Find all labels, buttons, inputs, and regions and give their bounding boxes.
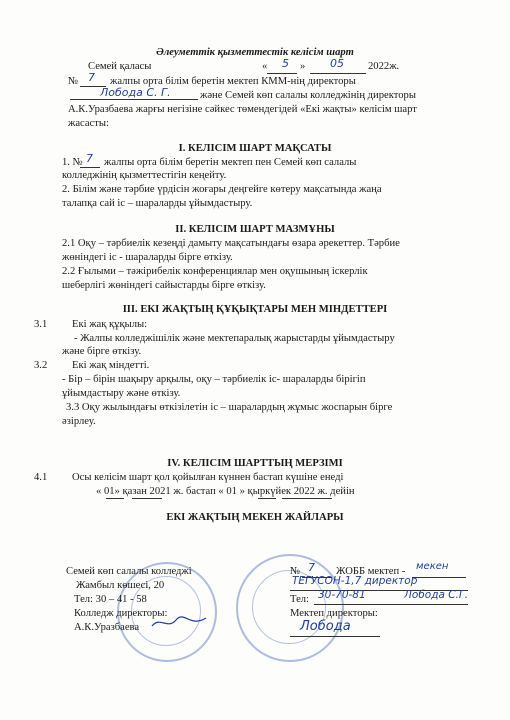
date-mid: »: [300, 61, 306, 72]
period-line-4: [282, 498, 332, 499]
date-open: «: [262, 61, 268, 72]
right-person: Лобода С.Г.: [404, 589, 469, 601]
s3-r31-b: және бірге өткізу.: [62, 346, 142, 357]
right-type-line: [412, 577, 466, 578]
s3-r31-a: - Жалпы колледжішілік және мектепаралық жарыстарды ұйымдастыру: [74, 333, 395, 344]
left-party-person: А.К.Уразбаева: [74, 622, 140, 633]
s3-r31: Екі жақ құқылы:: [72, 319, 148, 330]
right-phone-label: Тел:: [290, 594, 309, 605]
right-school-no: 7: [308, 561, 315, 574]
s3-r32-a: - Бір – бірін шақыру арқылы, оқу – тәрбиелік іс- шараларды бірігіп: [62, 374, 366, 385]
section1-heading: I. КЕЛІСІМ ШАРТ МАҚСАТЫ: [178, 143, 332, 154]
s4-period: « 01» қазан 2021 ж. бастап « 01 » қыркүйек 2022 ж. дейін: [96, 486, 355, 497]
header-line5: жасасты:: [68, 118, 109, 129]
document-title: Әлеуметтік қызметтестік келісім шарт: [156, 47, 354, 58]
section5-heading: ЕКІ ЖАҚТЫҢ МЕКЕН ЖАЙЛАРЫ: [166, 512, 344, 523]
period-line-2: [132, 498, 162, 499]
right-school-type: ЖОББ мектеп -: [336, 566, 406, 577]
s1-p1-prefix: 1. №: [62, 157, 83, 168]
left-party-phone: Тел: 30 – 41 - 58: [74, 594, 147, 605]
s1-p1-cont: колледжінің қызметтестігін кеңейту.: [62, 170, 227, 181]
school-director-signature: Лобода: [300, 619, 351, 634]
s3-n31: 3.1: [34, 319, 48, 330]
right-no-label: №: [290, 566, 301, 577]
section4-heading: IV. КЕЛІСІМ ШАРТТЫҢ МЕРЗІМІ: [167, 458, 343, 469]
section2-heading: II. КЕЛІСІМ ШАРТ МАЗМҰНЫ: [175, 224, 335, 235]
right-signature-line: [290, 636, 380, 637]
left-party-name: Семей көп салалы колледжі: [66, 566, 192, 577]
header-line3: және Семей көп салалы колледжінің директоры: [200, 90, 416, 101]
header-line2: жалпы орта білім беретін мектеп КММ-нің директоры: [110, 76, 356, 87]
s2-p2-cont: шеберлігі жөніндегі сайыстарды бірге өткізу.: [62, 280, 266, 291]
s1-num-line: [80, 167, 100, 168]
s3-r32: Екі жақ міндетті.: [72, 360, 150, 371]
date-day: 5: [282, 57, 289, 70]
right-phone-line: [314, 604, 468, 605]
school-no: 7: [88, 71, 95, 84]
left-party-street: Жамбыл көшесі, 20: [76, 580, 165, 591]
s1-p1: жалпы орта білім беретін мектеп пен Семей көп салалы: [104, 157, 357, 168]
period-line-1: [106, 498, 124, 499]
director-line: [70, 99, 198, 100]
left-party-role: Колледж директоры:: [74, 608, 168, 619]
city-label: Семей қаласы: [88, 61, 152, 72]
header-line4: А.К.Уразбаева жарғы негізіне сәйкес төмендегідей «Екі жақты» келісім шарт: [68, 104, 417, 115]
right-school-hw1: мекен: [416, 561, 449, 572]
date-month-line: [310, 73, 366, 74]
s1-p1-num: 7: [86, 152, 93, 165]
s1-p2-cont: талапқа сай іс – шараларды ұйымдастыру.: [62, 198, 253, 209]
school-no-label: №: [68, 76, 79, 87]
date-month: 05: [330, 57, 344, 70]
date-day-line: [267, 73, 297, 74]
s2-p2: 2.2 Ғылыми – тәжірибелік конференциялар мен оқушының іскерлік: [62, 266, 368, 277]
s2-p1-cont: жөніндегі іс - шараларды бірге өткізу.: [62, 252, 233, 263]
section3-heading: III. ЕКІ ЖАҚТЫҢ ҚҰҚЫҚТАРЫ МЕН МІНДЕТТЕРІ: [122, 304, 388, 315]
s1-p2: 2. Білім және тәрбие үрдісін жоғары деңгейге көтеру мақсатында жаңа: [62, 184, 382, 195]
date-year: 2022ж.: [368, 61, 400, 72]
s3-n32: 3.2: [34, 360, 48, 371]
college-director-signature: [150, 612, 210, 632]
right-role: Мектеп директоры:: [290, 608, 378, 619]
right-phone: 30-70-81: [318, 589, 366, 601]
director-name: Лобода С. Г.: [100, 86, 171, 99]
s4-t41: Осы келісім шарт қол қойылған күннен бастап күшіне енеді: [72, 472, 344, 483]
s3-r32-b: ұйымдастыру және өткізу.: [62, 388, 181, 399]
right-school-hw2: ТЕГУСОН-1,7 директор: [292, 575, 418, 587]
s3-r33-cont: әзірлеу.: [62, 416, 96, 427]
s4-n41: 4.1: [34, 472, 48, 483]
s3-r33: 3.3 Оқу жылындағы өткізілетін іс – шаралардың жұмыс жоспарын бірге: [66, 402, 393, 413]
s2-p1: 2.1 Оқу – тәрбиелік кезеңді дамыту мақсатындағы өзара әрекеттер. Тәрбие: [62, 238, 400, 249]
period-line-3: [258, 498, 276, 499]
